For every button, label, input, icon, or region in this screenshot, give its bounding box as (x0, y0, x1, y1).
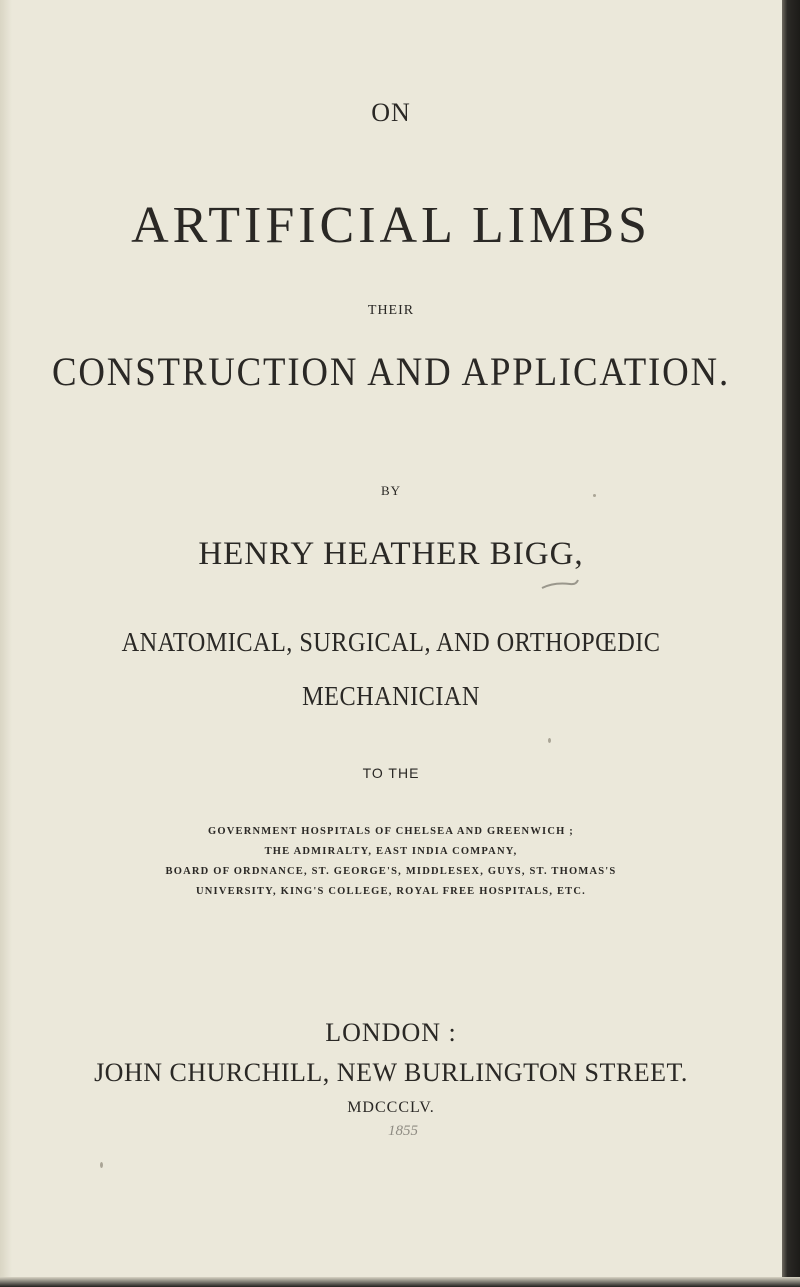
imprint-city: LONDON : (325, 1018, 457, 1047)
to-the-label: TO THE (362, 765, 420, 781)
paper-speck (593, 494, 596, 497)
word-their: THEIR (367, 303, 415, 318)
handwritten-mark: 1855 (388, 1123, 418, 1139)
paper-speck (100, 1162, 103, 1168)
paper-speck (548, 738, 551, 743)
page-left-edge (0, 0, 12, 1287)
author-role-line-2: MECHANICIAN (302, 681, 480, 711)
book-subtitle: CONSTRUCTION AND APPLICATION. (51, 349, 730, 394)
preposition-on: ON (371, 98, 411, 127)
institution-line: UNIVERSITY, KING'S COLLEGE, ROYAL FREE HOSPITALS, ETC. (195, 886, 586, 897)
author-name: HENRY HEATHER BIGG, (198, 536, 584, 572)
imprint-publisher: JOHN CHURCHILL, NEW BURLINGTON STREET. (94, 1058, 688, 1087)
word-by: BY (380, 483, 402, 498)
institution-line: BOARD OF ORDNANCE, ST. GEORGE'S, MIDDLESEX, GUYS, ST. THOMAS'S (165, 866, 617, 877)
book-binding-edge (782, 0, 800, 1287)
page-bottom-edge (0, 1277, 800, 1287)
imprint-date: MDCCCLV. (347, 1099, 435, 1116)
pencil-mark-icon (540, 568, 580, 590)
institution-line: THE ADMIRALTY, EAST INDIA COMPANY, (264, 846, 518, 857)
book-title: ARTIFICIAL LIMBS (131, 197, 651, 254)
institution-line: GOVERNMENT HOSPITALS OF CHELSEA AND GREENWICH ; (207, 826, 574, 837)
author-role-line-1: ANATOMICAL, SURGICAL, AND ORTHOPŒDIC (121, 627, 661, 657)
